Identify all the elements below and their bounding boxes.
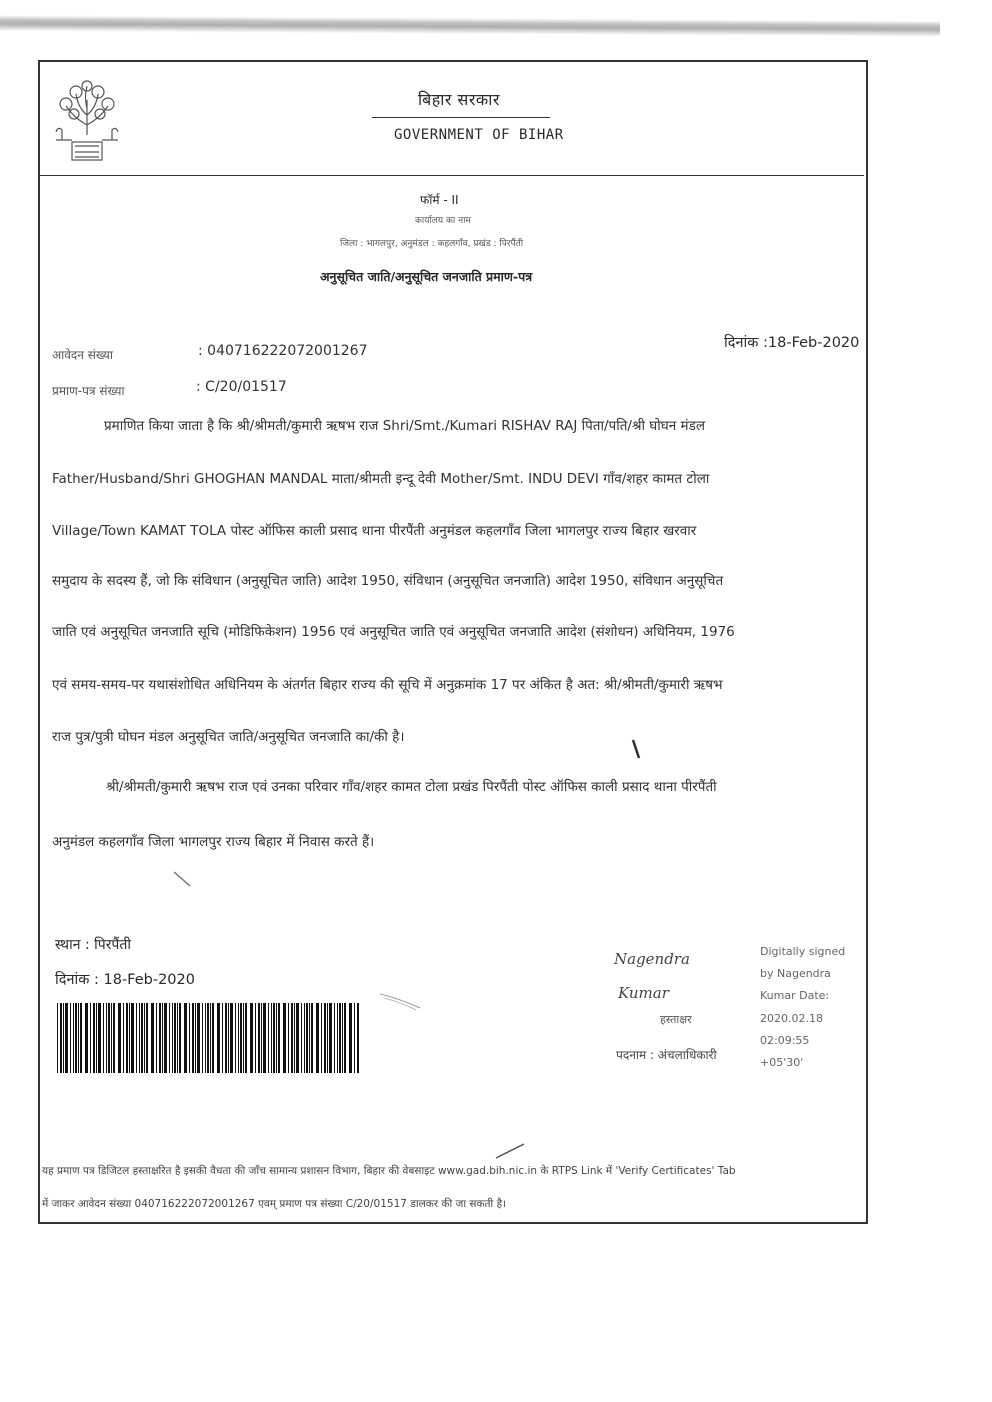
barcode-bar: [189, 1003, 190, 1073]
barcode-bar: [354, 1003, 355, 1073]
barcode-bar: [192, 1003, 194, 1073]
barcode-bar: [151, 1003, 154, 1073]
barcode-bar: [179, 1003, 181, 1073]
barcode-bar: [98, 1003, 101, 1073]
barcode-bar: [337, 1003, 338, 1073]
designation: पदनाम : अंचलाधिकारी: [616, 1048, 717, 1062]
barcode-bar: [296, 1003, 299, 1073]
barcode-bar: [126, 1003, 128, 1073]
government-title-hindi: बिहार सरकार: [418, 90, 500, 109]
barcode-bar: [75, 1003, 77, 1073]
title-underline: [372, 117, 550, 118]
barcode-bar: [306, 1003, 308, 1073]
barcode-bar: [174, 1003, 176, 1073]
certificate-number-value: : C/20/01517: [196, 379, 287, 395]
pen-mark: [630, 738, 644, 762]
barcode-bar: [327, 1003, 328, 1073]
barcode-bar: [205, 1003, 206, 1073]
place-date-field: दिनांक : 18-Feb-2020: [55, 972, 195, 988]
body-line: Father/Husband/Shri GHOGHAN MANDAL माता/श्रीमती इन्दू देवी Mother/Smt. INDU DEVI गाँव/शहर कामत टोला: [52, 471, 710, 487]
barcode-bar: [245, 1003, 247, 1073]
barcode-bar: [202, 1003, 203, 1073]
barcode-bar: [276, 1003, 277, 1073]
barcode-bar: [263, 1003, 266, 1073]
barcode-bar: [268, 1003, 269, 1073]
office-location: जिला : भागलपुर, अनुमंडल : कहलगाँव, प्रखंड : पिरपैंती: [340, 239, 524, 249]
application-number-value: : 040716222072001267: [198, 343, 368, 359]
barcode-bar: [278, 1003, 280, 1073]
barcode-bar: [113, 1003, 115, 1073]
barcode-bar: [177, 1003, 178, 1073]
barcode-bar: [139, 1003, 140, 1073]
barcode-bar: [106, 1003, 107, 1073]
body-line: समुदाय के सदस्य हैं, जो कि संविधान (अनुसूचित जाति) आदेश 1950, संविधान (अनुसूचित जनजाति) आदेश 1950, संविधान अनुसूचित: [52, 573, 724, 589]
barcode-bar: [103, 1003, 104, 1073]
application-number-label: आवेदन संख्या: [52, 348, 113, 362]
digital-signature-line: by Nagendra: [760, 967, 831, 980]
barcode-bar: [311, 1003, 313, 1073]
barcode-bar: [342, 1003, 343, 1073]
scan-smudge: [378, 990, 424, 1012]
barcode-bar: [85, 1003, 88, 1073]
digital-signature-line: 2020.02.18: [760, 1012, 823, 1025]
barcode-bar: [73, 1003, 74, 1073]
barcode-bar: [235, 1003, 236, 1073]
barcode-bar: [210, 1003, 211, 1073]
barcode-bar: [131, 1003, 134, 1073]
barcode-bar: [230, 1003, 233, 1073]
certificate-number-label: प्रमाण-पत्र संख्या: [52, 384, 125, 398]
barcode-bar: [271, 1003, 272, 1073]
barcode-bar: [316, 1003, 319, 1073]
body-line: Village/Town KAMAT TOLA पोस्ट ऑफिस काली प्रसाद थाना पीरपैंती अनुमंडल कहलगाँव जिला भागलपुर राज्य बिहार खरवार: [52, 523, 697, 539]
barcode-bar: [291, 1003, 293, 1073]
barcode-bar: [65, 1003, 68, 1073]
barcode-bar: [258, 1003, 260, 1073]
barcode-bar: [212, 1003, 214, 1073]
barcode-bar: [250, 1003, 253, 1073]
barcode-bar: [240, 1003, 242, 1073]
form-number: फॉर्म - II: [420, 193, 459, 207]
digital-signature-line: Digitally signed: [760, 945, 846, 958]
signer-name-line: Kumar: [618, 984, 669, 1002]
barcode-bar: [357, 1003, 359, 1073]
bihar-emblem-icon: [48, 80, 126, 170]
barcode-bar: [225, 1003, 227, 1073]
barcode-bar: [294, 1003, 295, 1073]
barcode-bar: [169, 1003, 170, 1073]
digital-signature-line: Kumar Date:: [760, 989, 830, 1002]
barcode-bar: [70, 1003, 71, 1073]
office-name: कार्यालय का नाम: [415, 216, 471, 226]
barcode-bar: [304, 1003, 305, 1073]
body-line: प्रमाणित किया जाता है कि श्री/श्रीमती/कुमारी ऋषभ राज Shri/Smt./Kumari RISHAV RAJ पिता/पति/श्री घोघन मंडल: [104, 418, 705, 434]
barcode-bar: [63, 1003, 64, 1073]
digital-signature-line: 02:09:55: [760, 1034, 810, 1047]
barcode-bar: [141, 1003, 143, 1073]
barcode-bar: [309, 1003, 310, 1073]
government-title-english: GOVERNMENT OF BIHAR: [394, 127, 564, 143]
barcode-bar: [217, 1003, 220, 1073]
barcode-bar: [108, 1003, 110, 1073]
barcode-bar: [329, 1003, 332, 1073]
barcode-bar: [207, 1003, 209, 1073]
barcode-bar: [255, 1003, 256, 1073]
barcode-bar: [57, 1003, 58, 1073]
barcode-bar: [243, 1003, 244, 1073]
barcode-bar: [144, 1003, 145, 1073]
issue-date: दिनांक :18-Feb-2020: [724, 335, 860, 351]
barcode-bar: [129, 1003, 130, 1073]
scan-edge-shadow: [0, 15, 940, 37]
barcode-bar: [324, 1003, 326, 1073]
barcode-bar: [301, 1003, 302, 1073]
certificate-title: अनुसूचित जाति/अनुसूचित जनजाति प्रमाण-पत्र: [320, 269, 533, 284]
barcode-bar: [228, 1003, 229, 1073]
barcode-bar: [288, 1003, 289, 1073]
signer-name-line: Nagendra: [614, 950, 690, 968]
barcode-bar: [118, 1003, 121, 1073]
barcode-bar: [184, 1003, 187, 1073]
barcode-bar: [222, 1003, 223, 1073]
barcode-bar: [111, 1003, 112, 1073]
barcode-bar: [283, 1003, 286, 1073]
barcode-bar: [261, 1003, 262, 1073]
header-divider: [38, 175, 864, 176]
barcode-bar: [273, 1003, 275, 1073]
signature-label: हस्ताक्षर: [660, 1013, 692, 1026]
footer-verification-text: यह प्रमाण पत्र डिजिटल हस्ताक्षरित है इसकी वैधता की जाँच सामान्य प्रशासन विभाग, बिहार की वेबसाइट www.gad.bih.nic.in के RTPS Link में 'Verify Certificates' Tab: [42, 1165, 736, 1177]
barcode-bar: [195, 1003, 196, 1073]
body-line: एवं समय-समय-पर यथासंशोधित अधिनियम के अंतर्गत बिहार राज्य की सूचि में अनुक्रमांक 17 पर अंकित है अत: श्री/श्रीमती/कुमारी ऋषभ: [52, 677, 723, 693]
barcode-bar: [321, 1003, 322, 1073]
barcode-bar: [159, 1003, 161, 1073]
pen-mark: [494, 1140, 528, 1162]
barcode-bar: [93, 1003, 95, 1073]
barcode-bar: [80, 1003, 82, 1073]
barcode-bar: [344, 1003, 346, 1073]
barcode-bar: [60, 1003, 62, 1073]
barcode-bar: [156, 1003, 157, 1073]
body-line: श्री/श्रीमती/कुमारी ऋषभ राज एवं उनका परिवार गाँव/शहर कामत टोला प्रखंड पिरपैंती पोस्ट ऑफिस काली प्रसाद थाना पीरपैंती: [106, 779, 717, 795]
barcode-bar: [334, 1003, 335, 1073]
pen-mark: [172, 870, 194, 890]
barcode-bar: [123, 1003, 124, 1073]
barcode-bar: [238, 1003, 239, 1073]
place-field: स्थान : पिरपैंती: [55, 937, 131, 953]
barcode-bar: [349, 1003, 352, 1073]
barcode-bar: [146, 1003, 148, 1073]
footer-verification-text: में जाकर आवेदन संख्या 040716222072001267 एवम् प्रमाण पत्र संख्या C/20/01517 डालकर की जा सकती है।: [42, 1198, 507, 1210]
barcode-bar: [164, 1003, 167, 1073]
barcode-bar: [197, 1003, 200, 1073]
barcode-bar: [339, 1003, 341, 1073]
barcode-bar: [172, 1003, 173, 1073]
barcode: [55, 1003, 365, 1073]
body-line: राज पुत्र/पुत्री घोघन मंडल अनुसूचित जाति/अनुसूचित जनजाति का/की है।: [52, 729, 405, 745]
barcode-bar: [90, 1003, 91, 1073]
barcode-bar: [78, 1003, 79, 1073]
barcode-bar: [96, 1003, 97, 1073]
barcode-bar: [162, 1003, 163, 1073]
digital-signature-line: +05'30': [760, 1056, 804, 1069]
barcode-bar: [136, 1003, 137, 1073]
body-line: जाति एवं अनुसूचित जनजाति सूचि (मोडिफिकेशन) 1956 एवं अनुसूचित जाति एवं अनुसूचित जनजाति आदेश (संशोधन) अधिनियम, 1976: [52, 624, 735, 640]
body-line: अनुमंडल कहलगाँव जिला भागलपुर राज्य बिहार में निवास करते हैं।: [52, 834, 375, 850]
